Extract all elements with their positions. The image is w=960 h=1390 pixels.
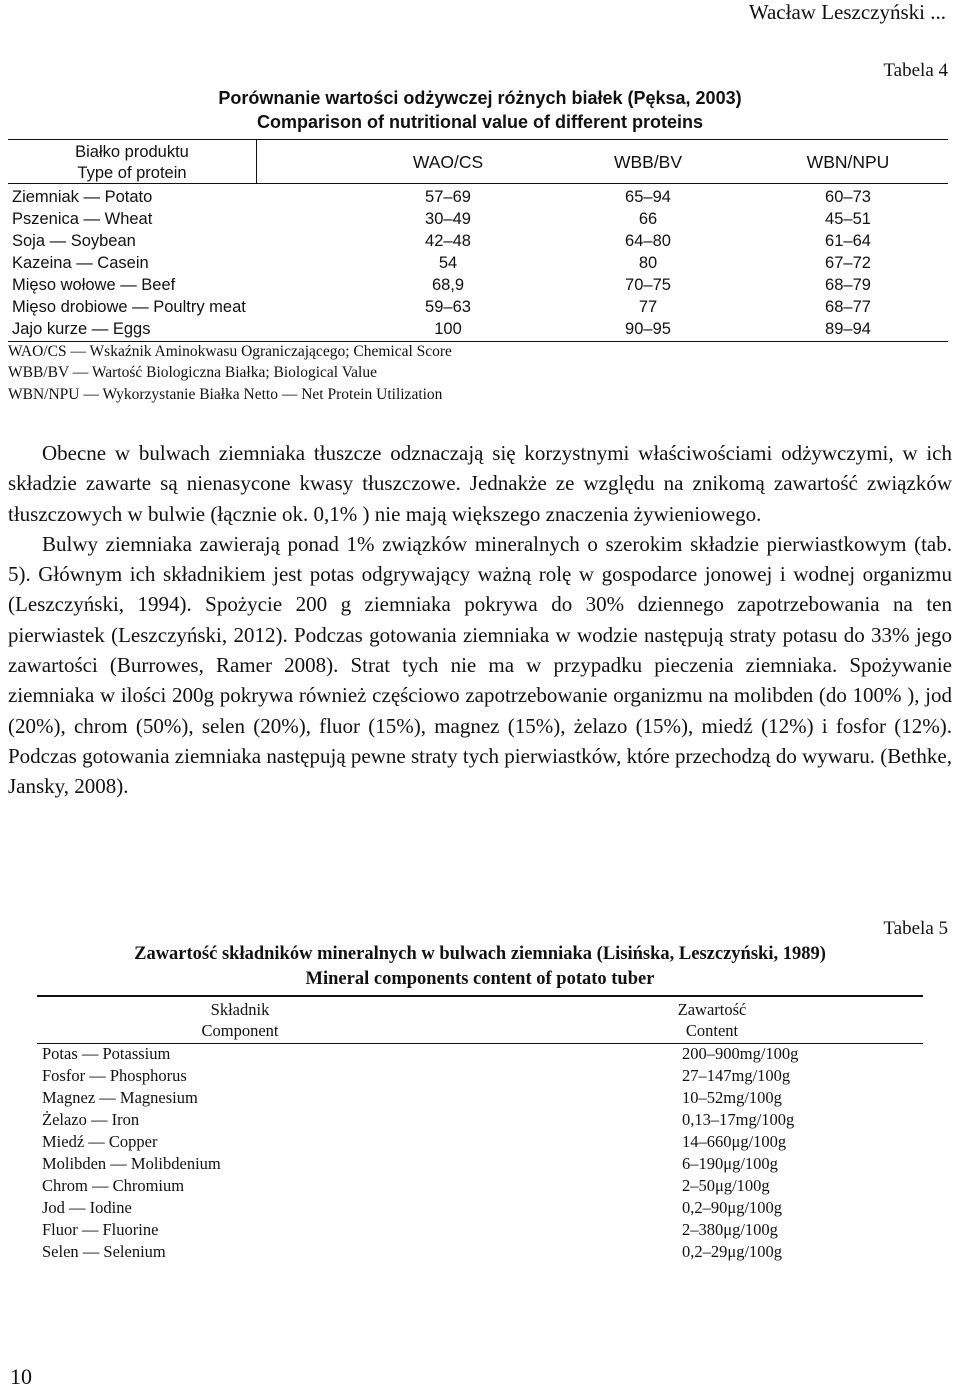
table4-row-wao: 100 xyxy=(434,320,462,338)
table4-row-wbb: 80 xyxy=(638,254,658,272)
table4-row-name: Pszenica — Wheat xyxy=(12,210,153,228)
table5-row-value: 0,2–29μg/100g xyxy=(682,1242,783,1261)
table5-row-name: Jod — Iodine xyxy=(42,1198,132,1217)
table5-title-en: Mineral components content of potato tuber xyxy=(305,969,655,989)
table4-header-product-en: Type of protein xyxy=(77,164,187,182)
table5-header-content-en: Content xyxy=(685,1021,739,1040)
table4-row-wao: 42–48 xyxy=(425,232,471,250)
table5-row-name: Żelazo — Iron xyxy=(42,1110,140,1129)
table5-header-content-pl: Zawartość xyxy=(677,1000,747,1019)
table4-row-wbn: 68–79 xyxy=(825,276,871,294)
table4-legend-wbn: WBN/NPU — Wykorzystanie Białka Netto — Net Protein Utilization xyxy=(8,386,443,403)
table4-row-wbb: 70–75 xyxy=(625,276,671,294)
table5-row-name: Chrom — Chromium xyxy=(42,1176,185,1195)
table4-row-name: Mięso drobiowe — Poultry meat xyxy=(12,298,246,316)
table4-row-wbn: 60–73 xyxy=(825,188,871,206)
table5-row-value: 27–147mg/100g xyxy=(682,1066,791,1085)
table4-header-wbb: WBB/BV xyxy=(613,152,683,172)
table5-title-pl: Zawartość składników mineralnych w bulwach ziemniaka (Lisińska, Leszczyński, 1989) xyxy=(134,944,826,964)
paragraph-fats: Obecne w bulwach ziemniaka tłuszcze odznaczają się korzystnymi właściwościami odżywczymi, w ich składzie zawarte są nienasycone kwasy tłuszczowe. Jednakże ze względu na znikomą zawartość związków tłuszczowych w bulwie (łącznie ok. 0,1% ) nie mają większego znaczenia żywieniowego. xyxy=(8,441,952,526)
table4-header-product-pl: Białko produktu xyxy=(75,143,189,161)
table4-row-name: Jajo kurze — Eggs xyxy=(12,320,151,338)
table5-header-component-pl: Składnik xyxy=(210,1000,270,1019)
page-number: 10 xyxy=(10,1364,32,1389)
table4-row-wbn: 68–77 xyxy=(825,298,871,316)
table4-row-wbn: 61–64 xyxy=(825,232,871,250)
table4-top-rule xyxy=(8,139,948,140)
table4-title-en: Comparison of nutritional value of different proteins xyxy=(256,112,704,132)
table4-header-divider xyxy=(256,139,257,183)
table5-row-value: 200–900mg/100g xyxy=(682,1044,799,1063)
paragraph-minerals: Bulwy ziemniaka zawierają ponad 1% związków mineralnych o szerokim składzie pierwiastkowym (tab. 5). Głównym ich składnikiem jest potas odgrywający ważną rolę w gospodarce jonowej i wodnej organizmu (Leszczyński, 1994). Spożycie 200 g ziemniaka pokrywa do 30% dziennego zapotrzebowania na ten pierwiastek (Leszczyński, 2012). Podczas gotowania ziemniaka w wodzie następują straty potasu do 33% jego zawartości (Burrowes, Ramer 2008). Strat tych nie ma w przypadku pieczenia ziemniaka. Spożywanie ziemniaka w ilości 200g pokrywa również częściowo zapotrzebowanie organizmu na molibden (do 100% ), jod (20%), chrom (50%), selen (20%), fluor (15%), magnez (15%), żelazo (15%), miedź (12%) i fosfor (12%). Podczas gotowania ziemniaka następują pewne straty tych pierwiastków, które przechodzą do wywaru. (Bethke, Jansky, 2008). xyxy=(8,531,952,799)
table5-row-name: Fosfor — Phosphorus xyxy=(42,1066,187,1085)
table5-row-value: 0,13–17mg/100g xyxy=(682,1110,795,1129)
table5-row-value: 2–380μg/100g xyxy=(682,1220,778,1239)
table4-row-wao: 54 xyxy=(438,254,458,272)
table4-header-wao: WAO/CS xyxy=(412,152,484,172)
table4-row-wao: 68,9 xyxy=(431,276,465,294)
table4-row-wbn: 67–72 xyxy=(825,254,871,272)
table4-row-name: Mięso wołowe — Beef xyxy=(12,276,176,294)
table4-legend-wao: WAO/CS — Wskaźnik Aminokwasu Ograniczającego; Chemical Score xyxy=(8,343,452,360)
table4-legend-wbb: WBB/BV — Wartość Biologiczna Białka; Biological Value xyxy=(8,364,377,381)
table5-row-value: 0,2–90μg/100g xyxy=(682,1198,783,1217)
table5-header-component-en: Component xyxy=(201,1021,279,1040)
table5-row-value: 10–52mg/100g xyxy=(682,1088,782,1107)
table4-row-wbn: 45–51 xyxy=(825,210,871,228)
table4-header-wbn: WBN/NPU xyxy=(806,152,890,172)
table5-label: Tabela 5 xyxy=(883,918,948,939)
table4-row-wao: 30–49 xyxy=(425,210,471,228)
table5-row-name: Miedź — Copper xyxy=(42,1132,158,1151)
table4-row-wao: 57–69 xyxy=(425,188,471,206)
table4-row-wbb: 90–95 xyxy=(625,320,671,338)
running-header-author: Wacław Leszczyński ... xyxy=(748,0,946,24)
table5-row-value: 2–50μg/100g xyxy=(682,1176,770,1195)
table5-row-name: Potas — Potassium xyxy=(42,1044,171,1063)
table4-row-name: Kazeina — Casein xyxy=(12,254,149,272)
table4-header-rule xyxy=(8,183,948,184)
table5-row-name: Selen — Selenium xyxy=(42,1242,166,1261)
table5-row-value: 6–190μg/100g xyxy=(682,1154,778,1173)
table5-top-rule xyxy=(37,995,923,997)
table4-row-wbn: 89–94 xyxy=(825,320,871,338)
table4-row-wbb: 65–94 xyxy=(625,188,671,206)
table4-row-name: Soja — Soybean xyxy=(12,232,136,250)
table4-label: Tabela 4 xyxy=(883,60,948,81)
table4-row-wbb: 66 xyxy=(638,210,658,228)
table5-row-name: Fluor — Fluorine xyxy=(42,1220,159,1239)
table4-row-wao: 59–63 xyxy=(425,298,471,316)
table4-row-name: Ziemniak — Potato xyxy=(12,188,153,206)
table4-row-wbb: 64–80 xyxy=(625,232,671,250)
body-text xyxy=(8,438,952,802)
table4-title-pl: Porównanie wartości odżywczej różnych białek (Pęksa, 2003) xyxy=(218,88,742,108)
table5-row-name: Magnez — Magnesium xyxy=(42,1088,198,1107)
table5-row-value: 14–660μg/100g xyxy=(682,1132,787,1151)
table5-row-name: Molibden — Molibdenium xyxy=(42,1154,221,1173)
table4-row-wbb: 77 xyxy=(638,298,658,316)
